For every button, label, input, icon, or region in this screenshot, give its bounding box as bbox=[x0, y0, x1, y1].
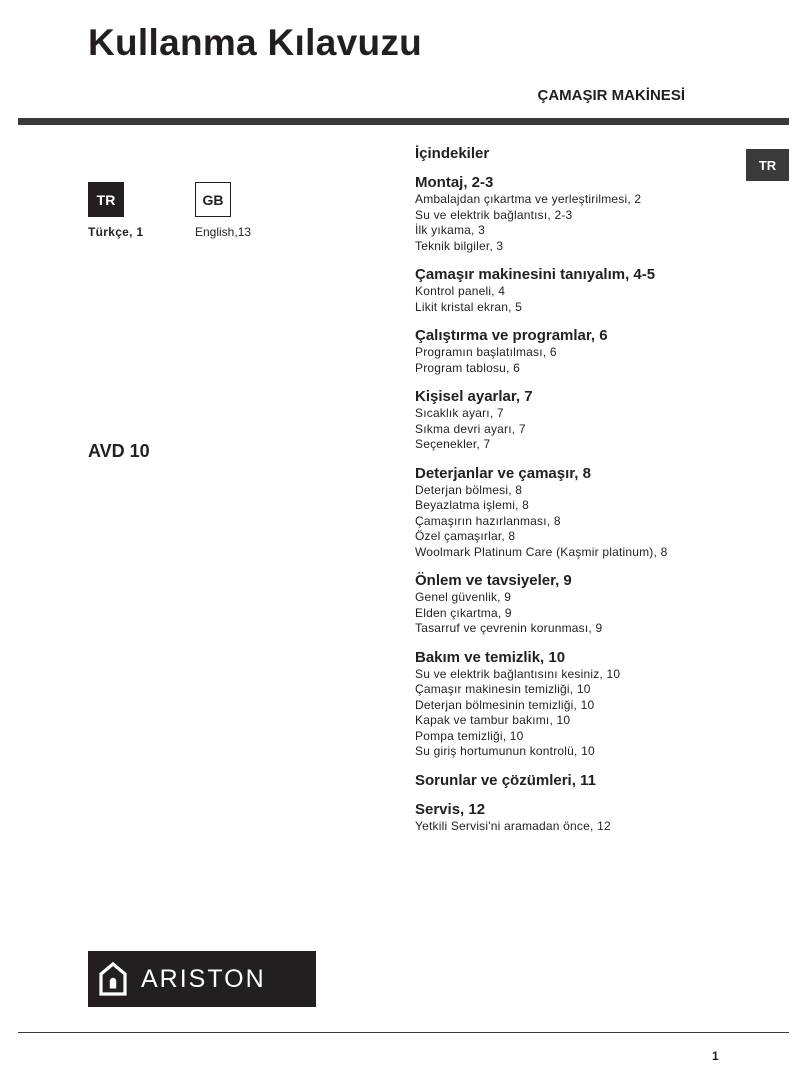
toc-item[interactable]: Beyazlatma işlemi, 8 bbox=[415, 498, 530, 512]
toc-section bbox=[415, 465, 745, 561]
toc-item[interactable]: Çamaşırın hazırlanması, 8 bbox=[415, 513, 561, 528]
language-badge-gb[interactable]: GB bbox=[195, 182, 231, 217]
model-name: AVD 10 bbox=[88, 441, 150, 461]
toc-item[interactable]: Elden çıkartma, 9 bbox=[415, 605, 512, 620]
toc-section-title[interactable]: Sorunlar ve çözümleri, 11 bbox=[415, 771, 596, 789]
toc-item[interactable]: Su ve elektrik bağlantısını kesiniz, 10 bbox=[415, 666, 621, 681]
language-caption-gb: English,13 bbox=[195, 225, 252, 239]
page-number: 1 bbox=[712, 1049, 719, 1063]
toc-item[interactable]: Kapak ve tambur bakımı, 10 bbox=[415, 713, 571, 727]
toc-section-title[interactable]: Çamaşır makinesini tanıyalım, 4-5 bbox=[415, 266, 656, 283]
house-logo-icon bbox=[99, 962, 127, 996]
toc-section bbox=[415, 266, 745, 315]
toc-section bbox=[415, 174, 745, 254]
toc-section-title[interactable]: Çalıştırma ve programlar, 6 bbox=[415, 327, 608, 344]
toc-item[interactable]: Pompa temizliği, 10 bbox=[415, 728, 524, 743]
toc-section bbox=[415, 801, 745, 835]
toc-section bbox=[415, 772, 745, 789]
logo-wordmark: ARISTON bbox=[141, 964, 266, 993]
toc-item[interactable]: İlk yıkama, 3 bbox=[415, 223, 485, 237]
toc-item[interactable]: Likit kristal ekran, 5 bbox=[415, 299, 523, 314]
toc-item[interactable]: Sıcaklık ayarı, 7 bbox=[415, 406, 504, 420]
toc-item[interactable]: Seçenekler, 7 bbox=[415, 437, 491, 451]
language-badge-tr[interactable]: TR bbox=[88, 182, 124, 217]
toc-heading: İçindekiler bbox=[415, 145, 490, 162]
table-of-contents bbox=[415, 144, 745, 846]
toc-section bbox=[415, 572, 745, 637]
toc-section-title[interactable]: Kişisel ayarlar, 7 bbox=[415, 388, 533, 405]
toc-item[interactable]: Woolmark Platinum Care (Kaşmir platinum), 8 bbox=[415, 544, 668, 559]
toc-item[interactable]: Deterjan bölmesi, 8 bbox=[415, 482, 523, 497]
product-type-subtitle: ÇAMAŞIR MAKİNESİ bbox=[537, 87, 685, 104]
toc-item[interactable]: Programın başlatılması, 6 bbox=[415, 345, 557, 359]
toc-item[interactable]: Su ve elektrik bağlantısı, 2-3 bbox=[415, 207, 573, 222]
toc-item[interactable]: Çamaşır makinesin temizliği, 10 bbox=[415, 682, 591, 696]
toc-item[interactable]: Genel güvenlik, 9 bbox=[415, 590, 512, 604]
toc-section-title[interactable]: Montaj, 2-3 bbox=[415, 174, 494, 191]
toc-item[interactable]: Özel çamaşırlar, 8 bbox=[415, 529, 516, 543]
toc-item[interactable]: Teknik bilgiler, 3 bbox=[415, 238, 504, 253]
toc-section bbox=[415, 327, 745, 376]
toc-item[interactable]: Tasarruf ve çevrenin korunması, 9 bbox=[415, 621, 603, 635]
toc-section bbox=[415, 388, 745, 453]
ariston-logo bbox=[88, 951, 316, 1007]
footer-divider bbox=[18, 1032, 789, 1033]
toc-section-title[interactable]: Önlem ve tavsiyeler, 9 bbox=[415, 572, 572, 589]
language-caption-tr: Türkçe, 1 bbox=[88, 225, 144, 239]
toc-item[interactable]: Deterjan bölmesinin temizliği, 10 bbox=[415, 697, 595, 712]
toc-item[interactable]: Sıkma devri ayarı, 7 bbox=[415, 421, 526, 436]
language-side-tab: TR bbox=[746, 149, 789, 181]
toc-item[interactable]: Yetkili Servisi'ni aramadan önce, 12 bbox=[415, 818, 611, 833]
toc-item[interactable]: Program tablosu, 6 bbox=[415, 360, 520, 375]
toc-item[interactable]: Su giriş hortumunun kontrolü, 10 bbox=[415, 744, 595, 758]
toc-section bbox=[415, 649, 745, 760]
toc-section-title[interactable]: Bakım ve temizlik, 10 bbox=[415, 648, 566, 666]
toc-section-list bbox=[415, 174, 745, 834]
toc-item[interactable]: Ambalajdan çıkartma ve yerleştirilmesi, 2 bbox=[415, 192, 642, 206]
toc-section-title[interactable]: Servis, 12 bbox=[415, 800, 486, 818]
toc-item[interactable]: Kontrol paneli, 4 bbox=[415, 284, 506, 298]
page-title: Kullanma Kılavuzu bbox=[88, 22, 423, 63]
header-divider bbox=[18, 118, 789, 125]
toc-section-title[interactable]: Deterjanlar ve çamaşır, 8 bbox=[415, 464, 591, 482]
